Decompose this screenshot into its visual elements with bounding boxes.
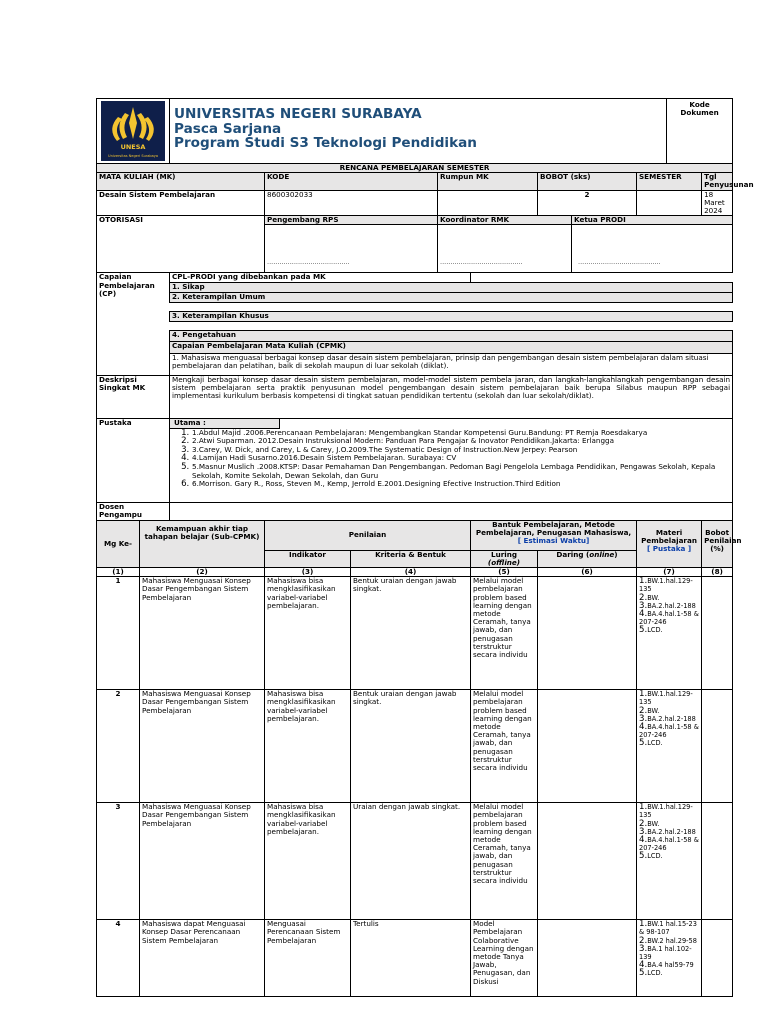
row-daring bbox=[538, 920, 637, 997]
materi-item: 4.BA.4 hal59-79 bbox=[639, 960, 694, 971]
label-mata-kuliah: MATA KULIAH (MK) bbox=[97, 173, 265, 190]
label-bobot: BOBOT (sks) bbox=[538, 173, 637, 190]
label-kode: KODE bbox=[265, 173, 438, 190]
koordinator-signature: ........................................ bbox=[438, 225, 572, 273]
rps-document bbox=[96, 98, 754, 986]
col-penilaian: Penilaian bbox=[265, 520, 471, 550]
dosen-label: Dosen Pengampu bbox=[97, 502, 170, 520]
course-date: 18 Maret 2024 bbox=[702, 190, 733, 216]
cp-item-pengetahuan: 4. Pengetahuan bbox=[170, 330, 733, 341]
row-week: 3 bbox=[97, 803, 140, 920]
row-bobot bbox=[702, 920, 733, 997]
materi-list bbox=[639, 690, 699, 747]
rps-table bbox=[96, 98, 754, 997]
col-pustaka-ref: [ Pustaka ] bbox=[646, 544, 692, 554]
pustaka-utama: Utama : bbox=[170, 419, 280, 429]
col-bobot: Bobot Penilaian (%) bbox=[702, 520, 733, 567]
logo-text: UNESA bbox=[120, 143, 146, 151]
col-indikator: Indikator bbox=[265, 550, 351, 567]
row-materi bbox=[637, 920, 702, 997]
col-materi-text: Materi Pembelajaran bbox=[641, 527, 697, 545]
row-kemampuan: Mahasiswa dapat Menguasai Konsep Dasar Perencanaan Sistem Pembelajaran bbox=[140, 920, 265, 997]
col-mg: Mg Ke- bbox=[97, 520, 140, 567]
col-kemampuan: Kemampuan akhir tiap tahapan belajar (Sub-CPMK) bbox=[140, 520, 265, 567]
unesa-logo bbox=[101, 101, 165, 161]
materi-list bbox=[639, 803, 699, 860]
materi-item: 4.BA.4.hal.1-58 & 207-246 bbox=[639, 835, 699, 853]
materi-list bbox=[639, 577, 699, 634]
reference-item: 4. 4.Lamijan Hadi Susarno.2016.Desain Sistem Pembelajaran. Surabaya: CV bbox=[192, 454, 732, 463]
row-kriteria: Bentuk uraian dengan jawab singkat. bbox=[351, 577, 471, 690]
col-bentuk bbox=[471, 520, 637, 550]
row-luring: Melalui model pembelajaran problem based learning dengan metode Ceramah, tanya jawab, dan penugasan terstruktur secara individu bbox=[471, 577, 538, 690]
col-estimasi: [ Estimasi Waktu] bbox=[517, 536, 590, 546]
cp-label: Capaian Pembelajaran (CP) bbox=[97, 273, 170, 375]
row-kemampuan: Mahasiswa Menguasai Konsep Dasar Pengembangan Sistem Pembelajaran bbox=[140, 803, 265, 920]
materi-item: 1.BW.1.hal.129-135 bbox=[639, 689, 693, 707]
col-daring: Daring (online) bbox=[538, 550, 637, 567]
materi-item: 3.BA.2.hal.2-188 bbox=[639, 600, 696, 611]
materi-item: 5.LCD. bbox=[639, 738, 663, 749]
deskripsi-label: Deskripsi Singkat MK bbox=[97, 375, 170, 418]
materi-item: 1.BW.1.hal.129-135 bbox=[639, 576, 693, 594]
col-kriteria: Kriteria & Bentuk bbox=[351, 550, 471, 567]
logo-subtext: Universitas Negeri Surabaya bbox=[108, 154, 158, 158]
table-row bbox=[97, 920, 733, 997]
col-num-7: (7) bbox=[637, 568, 702, 577]
row-indikator: Mahasiswa bisa mengklasifikasikan variabel-variabel pembelajaran. bbox=[265, 803, 351, 920]
label-tgl: Tgl Penyusunan bbox=[702, 173, 733, 190]
course-rumpun bbox=[438, 190, 538, 216]
row-indikator: Mahasiswa bisa mengklasifikasikan variabel-variabel pembelajaran. bbox=[265, 690, 351, 803]
row-bobot bbox=[702, 803, 733, 920]
course-name: Desain Sistem Pembelajaran bbox=[97, 190, 265, 216]
course-sks: 2 bbox=[538, 190, 637, 216]
faculty-name: Pasca Sarjana bbox=[174, 120, 282, 137]
row-week: 1 bbox=[97, 577, 140, 690]
dosen-value bbox=[170, 502, 733, 520]
row-luring: Melalui model pembelajaran problem based learning dengan metode Ceramah, tanya jawab, dan penugasan terstruktur secara individu bbox=[471, 690, 538, 803]
materi-item: 3.BA.2.hal.2-188 bbox=[639, 713, 696, 724]
pengembang-signature: ........................................ bbox=[265, 225, 438, 273]
logo-cell bbox=[97, 99, 170, 164]
materi-item: 5.LCD. bbox=[639, 625, 663, 636]
reference-item: 1. 1.Abdul Majid .2006.Perencanaan Pembelajaran: Mengembangkan Standar Kompetensi Guru.Bandung: PT Remja Roesdakarya bbox=[192, 429, 732, 438]
plan-title: RENCANA PEMBELAJARAN SEMESTER bbox=[97, 164, 733, 173]
reference-item: 6. 6.Morrison. Gary R., Ross, Steven M., Kemp, Jerrold E.2001.Designing Efective Instruction.Third Edition bbox=[192, 480, 732, 489]
doc-code-label: Kode Dokumen bbox=[667, 99, 733, 164]
row-luring: Model Pembelajaran Colaborative Learning dengan metode Tanya Jawab, Penugasan, dan Diskusi bbox=[471, 920, 538, 997]
col-bentuk-text: Bantuk Pembelajaran, Metode Pembelajaran, Penugasan Mahasiswa, bbox=[475, 519, 632, 537]
ketua-signature: ........................................ bbox=[572, 225, 733, 273]
row-bobot bbox=[702, 577, 733, 690]
table-row bbox=[97, 690, 733, 803]
row-daring bbox=[538, 690, 637, 803]
col-num-2: (2) bbox=[140, 568, 265, 577]
cp-item-keterampilan-khusus: 3. Keterampilan Khusus bbox=[170, 311, 733, 321]
row-indikator: Menguasai Perencanaan Sistem Pembelajaran bbox=[265, 920, 351, 997]
col-materi bbox=[637, 520, 702, 567]
reference-list bbox=[170, 429, 732, 489]
row-kriteria: Bentuk uraian dengan jawab singkat. bbox=[351, 690, 471, 803]
koordinator-label: Koordinator RMK bbox=[438, 216, 572, 225]
materi-list bbox=[639, 920, 699, 977]
materi-item: 3.BA.1 hal.102-139 bbox=[639, 943, 692, 962]
row-luring: Melalui model pembelajaran problem based learning dengan metode Ceramah, tanya jawab, dan penugasan terstruktur secara individu bbox=[471, 803, 538, 920]
label-rumpun: Rumpun MK bbox=[438, 173, 538, 190]
col-luring: Luring (offline) bbox=[471, 550, 538, 567]
row-materi bbox=[637, 690, 702, 803]
reference-item: 5. 5.Masnur Muslich .2008.KTSP: Dasar Pemahaman Dan Pengembangan. Pedoman Bagi Pengelola Lembaga Pendidikan, Pengawas Sekolah, Kepala Sekolah, Komite Sekolah, Dewan Sekolah, dan Guru bbox=[192, 463, 732, 480]
program-name: Program Studi S3 Teknologi Pendidikan bbox=[174, 135, 477, 151]
otorisasi-label: OTORISASI bbox=[97, 216, 265, 273]
reference-item: 2. 2.Atwi Suparman. 2012.Desain Instruksional Modern: Panduan Para Pengajar & Inovator Pendidikan.Jakarta: Erlangga bbox=[192, 437, 732, 446]
materi-item: 2.BW. bbox=[639, 592, 660, 603]
row-daring bbox=[538, 803, 637, 920]
row-materi bbox=[637, 803, 702, 920]
university-name: UNIVERSITAS NEGERI SURABAYA bbox=[174, 106, 422, 122]
label-semester: SEMESTER bbox=[637, 173, 702, 190]
materi-item: 5.LCD. bbox=[639, 968, 663, 979]
col-num-8: (8) bbox=[702, 568, 733, 577]
row-kriteria: Tertulis bbox=[351, 920, 471, 997]
col-num-4: (4) bbox=[351, 568, 471, 577]
materi-item: 5.LCD. bbox=[639, 851, 663, 862]
row-kemampuan: Mahasiswa Menguasai Konsep Dasar Pengembangan Sistem Pembelajaran bbox=[140, 577, 265, 690]
col-num-1: (1) bbox=[97, 568, 140, 577]
materi-item: 4.BA.4.hal.1-58 & 207-246 bbox=[639, 609, 699, 627]
row-indikator: Mahasiswa bisa mengklasifikasikan variabel-variabel pembelajaran. bbox=[265, 577, 351, 690]
row-materi bbox=[637, 577, 702, 690]
row-bobot bbox=[702, 690, 733, 803]
table-row bbox=[97, 577, 733, 690]
materi-item: 1.BW.1 hal.15-23 & 98-107 bbox=[639, 919, 697, 937]
cp-prodi-title: CPL-PRODI yang dibebankan pada MK bbox=[170, 273, 471, 282]
pustaka-label: Pustaka bbox=[97, 418, 170, 502]
col-num-5: (5) bbox=[471, 568, 538, 577]
cp-item-keterampilan-umum: 2. Keterampilan Umum bbox=[170, 292, 733, 302]
materi-item: 2.BW. bbox=[639, 705, 660, 716]
row-week: 4 bbox=[97, 920, 140, 997]
materi-item: 2.BW. bbox=[639, 818, 660, 829]
title-cell bbox=[170, 99, 667, 164]
course-semester bbox=[637, 190, 702, 216]
row-daring bbox=[538, 577, 637, 690]
pengembang-label: Pengembang RPS bbox=[265, 216, 438, 225]
deskripsi-text: Mengkaji berbagai konsep dasar desain sistem pembelajaran, model-model sistem pembela jaran, dan langkah-langkahlangkah pengembangan desain sistem pembelajaran serta praktik penyusunan model pengembangan desain sistem pembelajaran baik berupa Silabus maupun RPP sebagai implementasi kurikulum berbasis kompetensi di tingkat satuan pendidikan tertentu (sekolah dan luar sekolah/diklat). bbox=[170, 375, 733, 418]
ketua-label: Ketua PRODI bbox=[572, 216, 733, 225]
row-kriteria: Uraian dengan jawab singkat. bbox=[351, 803, 471, 920]
materi-item: 1.BW.1.hal.129-135 bbox=[639, 802, 693, 820]
col-num-6: (6) bbox=[538, 568, 637, 577]
cp-item-sikap: 1. Sikap bbox=[170, 282, 733, 292]
cpmk-1: 1. Mahasiswa menguasai berbagai konsep dasar desain sistem pembelajaran, prinsip dan pengembangan desain sistem pembelajaran dalam situasi pembelajaran dan pelatihan, baik di sekolah maupun di luar sekolah (diklat). bbox=[172, 352, 709, 370]
row-week: 2 bbox=[97, 690, 140, 803]
course-code: 8600302033 bbox=[265, 190, 438, 216]
table-row bbox=[97, 803, 733, 920]
materi-item: 2.BW.2 hal.29-58 bbox=[639, 935, 697, 946]
col-num-3: (3) bbox=[265, 568, 351, 577]
row-kemampuan: Mahasiswa Menguasai Konsep Dasar Pengembangan Sistem Pembelajaran bbox=[140, 690, 265, 803]
reference-item: 3. 3.Carey, W. Dick, and Carey, L & Carey, J.O.2009.The Systematic Design of Instruction.New Jerpey: Pearson bbox=[192, 446, 732, 455]
materi-item: 3.BA.2.hal.2-188 bbox=[639, 826, 696, 837]
cpmk-title: Capaian Pembelajaran Mata Kuliah (CPMK) bbox=[170, 342, 732, 354]
materi-item: 4.BA.4.hal.1-58 & 207-246 bbox=[639, 722, 699, 740]
